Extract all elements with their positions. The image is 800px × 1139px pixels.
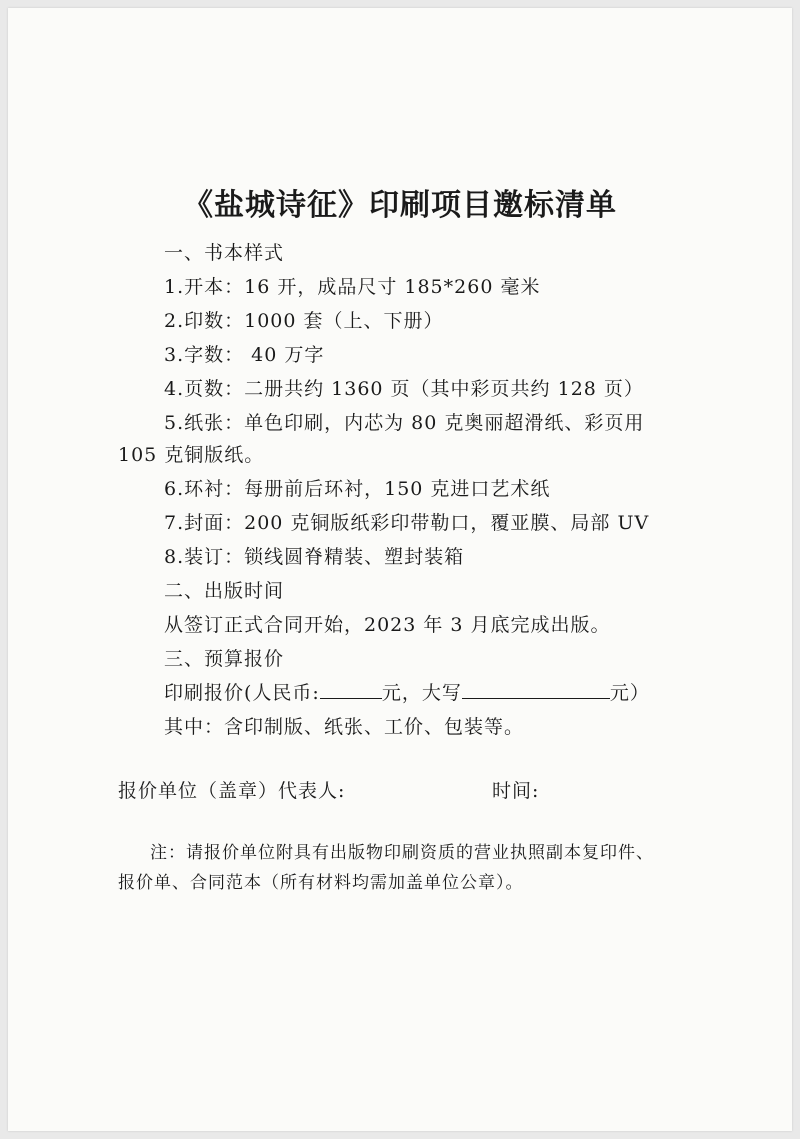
section-heading-budget: 三、预算报价 xyxy=(164,648,285,670)
quote-unit-label: 报价单位（盖章）代表人: xyxy=(118,780,346,802)
quote-time-label: 时间: xyxy=(492,780,540,802)
spec-item-page-count: 4.页数：二册共约 1360 页（其中彩页共约 128 页） xyxy=(164,378,644,400)
price-words-blank xyxy=(462,680,610,699)
document-page xyxy=(8,8,792,1131)
note-line-2: 报价单、合同范本（所有材料均需加盖单位公章）。 xyxy=(118,873,524,893)
price-quote-line xyxy=(164,678,650,705)
price-detail-text: 其中：含印制版、纸张、工价、包装等。 xyxy=(164,716,525,738)
price-quote-mid: 元，大写 xyxy=(381,682,462,704)
spec-item-paper: 5.纸张：单色印刷，内芯为 80 克奥丽超滑纸、彩页用 xyxy=(164,412,645,434)
note-line-1: 注：请报价单位附具有出版物印刷资质的营业执照副本复印件、 xyxy=(150,843,654,863)
spec-item-binding: 8.装订：锁线圆脊精装、塑封装箱 xyxy=(164,546,465,568)
spec-item-format: 1.开本：16 开，成品尺寸 185*260 毫米 xyxy=(164,276,541,298)
document-title: 《盐城诗征》印刷项目邀标清单 xyxy=(183,188,617,223)
spec-item-print-run: 2.印数：1000 套（上、下册） xyxy=(164,310,444,332)
section-heading-book-style: 一、书本样式 xyxy=(164,242,285,264)
price-quote-prefix: 印刷报价(人民币: xyxy=(164,682,320,704)
price-amount-blank xyxy=(320,680,382,699)
spec-item-paper-continued: 105 克铜版纸。 xyxy=(118,444,265,466)
spec-item-word-count: 3.字数： 40 万字 xyxy=(164,344,325,366)
spec-item-endpaper: 6.环衬：每册前后环衬，150 克进口艺术纸 xyxy=(164,478,551,500)
spec-item-cover: 7.封面：200 克铜版纸彩印带勒口，覆亚膜、局部 UV xyxy=(164,512,650,534)
publish-time-text: 从签订正式合同开始，2023 年 3 月底完成出版。 xyxy=(164,614,611,636)
price-quote-suffix: 元） xyxy=(609,682,650,704)
section-heading-publish-time: 二、出版时间 xyxy=(164,580,285,602)
